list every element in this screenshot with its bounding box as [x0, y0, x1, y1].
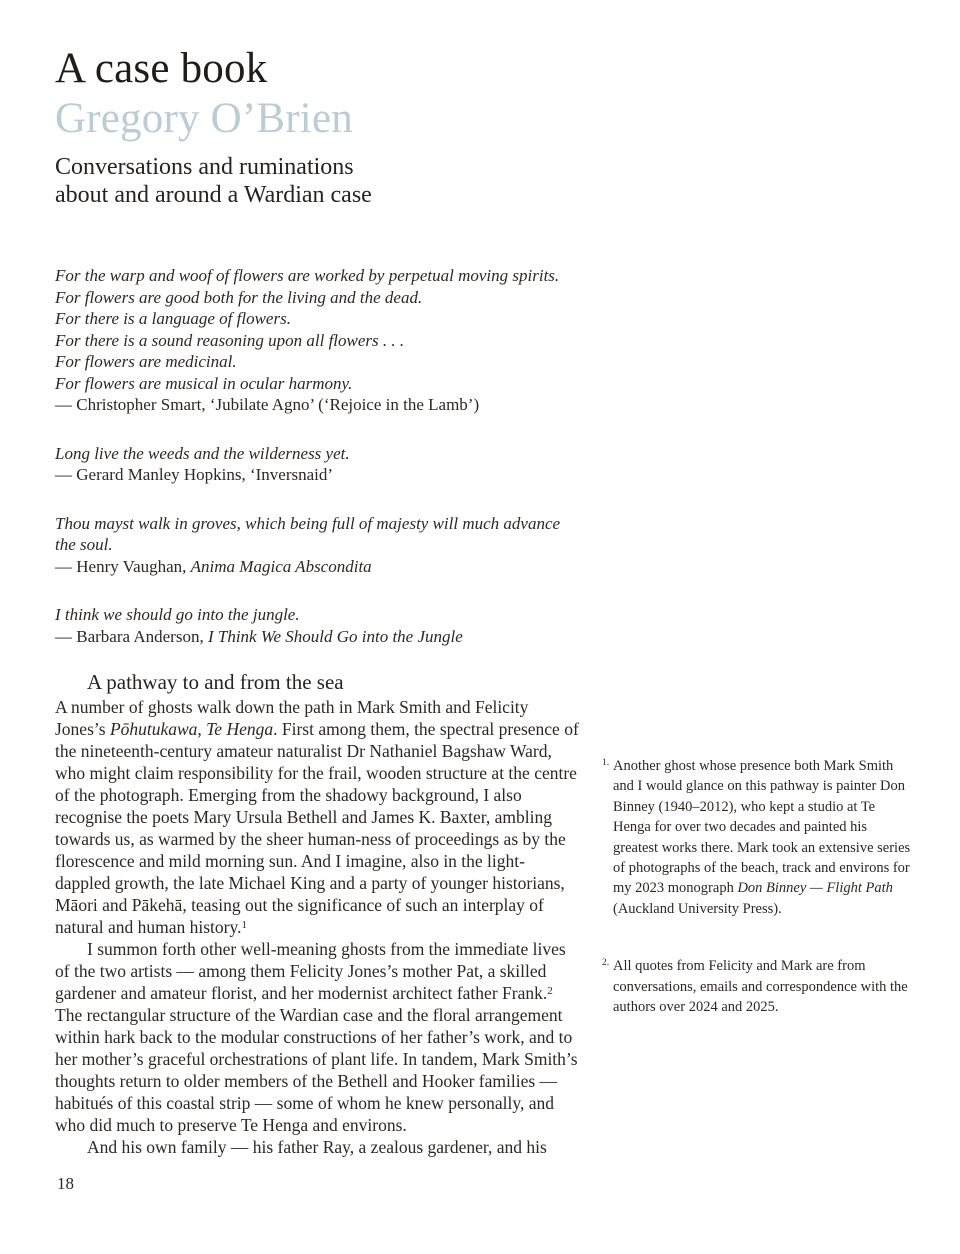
- epigraph-attribution: — Christopher Smart, ‘Jubilate Agno’ (‘Rejoice in the Lamb’): [55, 395, 480, 414]
- epigraph-attribution: — Henry Vaughan, Anima Magica Abscondita: [55, 556, 372, 576]
- work-title: Pōhutukawa, Te Henga: [109, 719, 274, 739]
- body-text: [55, 696, 579, 1158]
- epigraph-anderson: [55, 604, 579, 647]
- epigraph-line: For flowers are medicinal.: [55, 352, 237, 371]
- epigraph-line: Long live the weeds and the wilderness yet.: [55, 443, 350, 463]
- epigraph-line: Thou mayst walk in groves, which being full of majesty will much advance the soul.: [55, 513, 561, 554]
- paragraph-2: I summon forth other well-meaning ghosts from the immediate lives of the two artists — among them Felicity Jones’s mother Pat, a skilled gardener and amateur florist, and her modernist architect father Frank.$^2$ The rectangular structure of the Wardian case and the floral arrangement within hark back to the modular constructions of her father’s work, and to her mother’s graceful orchestrations of plant life. In tandem, Mark Smith’s thoughts return to older members of the Bethell and Hooker families — habitués of this coastal strip — some of whom he knew personally, and who did much to preserve Te Henga and environs.: [55, 939, 578, 1135]
- epigraph-smart: [55, 265, 579, 416]
- epigraph-attribution: — Barbara Anderson, I Think We Should Go into the Jungle: [55, 626, 463, 646]
- epigraph-section: [55, 265, 579, 647]
- section-heading: A pathway to and from the sea: [87, 670, 344, 694]
- main-text-column: [55, 44, 579, 1158]
- epigraph-line: I think we should go into the jungle.: [55, 605, 300, 624]
- epigraph-hopkins: [55, 443, 579, 486]
- footnote-1: 1. Another ghost whose presence both Mark Smith and I would glance on this pathway is painter Don Binney (1940–2012), who kept a studio at Te Henga for over two decades and painted his greatest works there. Mark took an extensive series of photographs of the beach, track and environs for my 2023 monograph Don Binney — Flight Path (Auckland University Press).: [602, 756, 912, 919]
- footnote-marker: 2.: [602, 958, 610, 969]
- epigraph-line: For flowers are good both for the living and the dead.: [55, 287, 423, 307]
- footnote-2: 2. All quotes from Felicity and Mark are from conversations, emails and correspondence with the authors over 2024 and 2025.: [602, 956, 912, 1017]
- footnote-column: [602, 756, 912, 1054]
- footnote-ref-2: 2: [547, 985, 553, 997]
- paragraph-1: A number of ghosts walk down the path in Mark Smith and Felicity Jones’s Pōhutukawa, Te Henga. First among them, the spectral presence of the nineteenth-century amateur naturalist Dr Nathaniel Bagshaw Ward, who might claim responsibility for the frail, wooden structure at the centre of the photograph. Emerging from the shadowy background, I also recognise the poets Mary Ursula Bethell and James K. Baxter, ambling towards us, as warmed by the sheer human-ness of proceedings as by the florescence and mild morning sun. And I imagine, also in the light-dappled growth, the late Michael King and a party of younger historians, Māori and Pākehā, teasing out the significance of such an interplay of natural and human history.$^1$: [55, 697, 579, 937]
- epigraph-line: For the warp and woof of flowers are worked by perpetual moving spirits.: [55, 266, 560, 285]
- footnote-marker: 1.: [602, 758, 610, 768]
- epigraph-attribution: — Gerard Manley Hopkins, ‘Inversnaid’: [55, 465, 334, 484]
- page-number: 18: [57, 1174, 74, 1193]
- work-title: Don Binney — Flight Path: [737, 880, 893, 897]
- work-title: Anima Magica Abscondita: [190, 556, 372, 576]
- work-title: I Think We Should Go into the Jungle: [207, 626, 463, 646]
- subtitle-line-1: Conversations and ruminations: [55, 154, 354, 180]
- epigraph-line: For flowers are musical in ocular harmony.: [55, 373, 353, 393]
- paragraph-3: And his own family — his father Ray, a zealous gardener, and his: [87, 1137, 547, 1157]
- footnote-ref-1: 1: [241, 919, 247, 931]
- epigraph-vaughan: [55, 513, 579, 578]
- epigraph-line: For there is a sound reasoning upon all flowers . . .: [55, 330, 405, 350]
- page-title: A case book: [55, 45, 268, 92]
- subtitle-line-2: about and around a Wardian case: [55, 182, 372, 208]
- epigraph-line: For there is a language of flowers.: [55, 309, 291, 328]
- author-name: Gregory O’Brien: [55, 95, 353, 142]
- subtitle: [55, 153, 579, 209]
